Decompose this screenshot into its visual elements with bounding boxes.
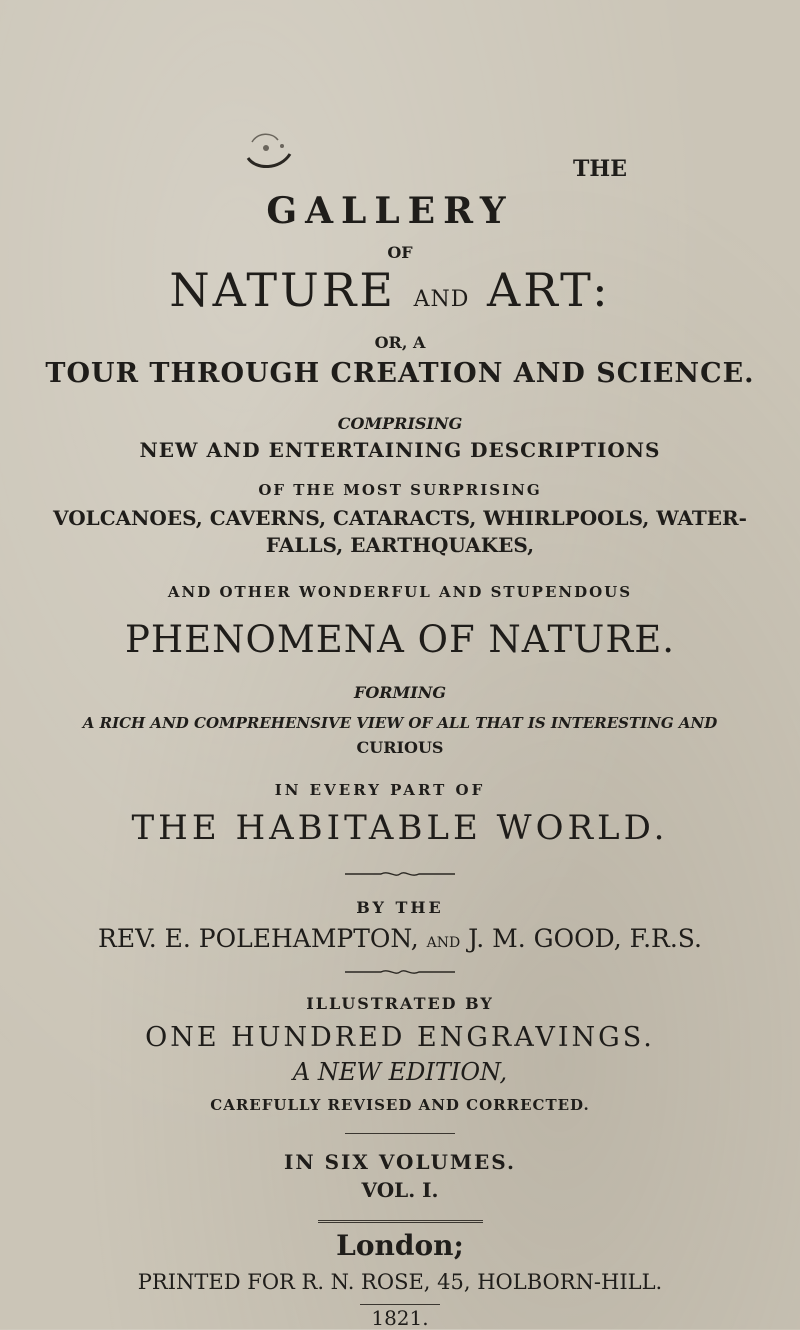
six-volumes: IN SIX VOLUMES.	[284, 1150, 516, 1174]
engravings: ONE HUNDRED ENGRAVINGS.	[145, 1022, 655, 1053]
by-the: BY THE	[356, 898, 444, 917]
new-edition: A NEW EDITION,	[292, 1058, 508, 1086]
title-art: ART:	[487, 263, 611, 317]
subtitle-volcanoes: VOLCANOES, CAVERNS, CATARACTS, WHIRLPOOLS, WATER-	[53, 506, 747, 530]
illustrated-by: ILLUSTRATED BY	[306, 994, 494, 1013]
imprint-london: London;	[336, 1229, 464, 1262]
subtitle-in-every-part: IN EVERY PART OF	[274, 781, 486, 799]
title-the: THE	[573, 156, 627, 182]
ornamental-rule-2	[345, 967, 455, 977]
subtitle-rich-view: A RICH AND COMPREHENSIVE VIEW OF ALL THAT IS INTERESTING AND	[82, 714, 718, 732]
short-rule	[360, 1304, 440, 1305]
subtitle-most-surprising: OF THE MOST SURPRISING	[258, 481, 542, 499]
volume-number: VOL. I.	[361, 1178, 439, 1202]
title-nature: NATURE	[169, 263, 396, 317]
subtitle-phenomena: PHENOMENA OF NATURE.	[125, 618, 675, 661]
subtitle-falls: FALLS, EARTHQUAKES,	[265, 533, 535, 557]
revised-corrected: CAREFULLY REVISED AND CORRECTED.	[210, 1096, 590, 1114]
subtitle-or-a: OR, A	[374, 333, 426, 352]
subtitle-comprising: COMPRISING	[337, 414, 463, 433]
title-nature-and-art	[0, 263, 790, 317]
authors-and: AND	[426, 935, 461, 951]
title-and: AND	[413, 287, 470, 312]
subtitle-tour: TOUR THROUGH CREATION AND SCIENCE.	[45, 358, 755, 389]
subtitle-habitable-world: THE HABITABLE WORLD.	[131, 808, 669, 848]
ornamental-rule-1	[345, 869, 455, 879]
authors-line	[0, 926, 800, 951]
subtitle-new-descriptions: NEW AND ENTERTAINING DESCRIPTIONS	[139, 438, 661, 462]
author-polehampton: REV. E. POLEHAMPTON,	[98, 924, 419, 953]
subtitle-curious: CURIOUS	[356, 738, 444, 757]
subtitle-forming: FORMING	[353, 683, 447, 702]
imprint-printed-for: PRINTED FOR R. N. ROSE, 45, HOLBORN-HILL.	[137, 1270, 663, 1294]
imprint-year: 1821.	[371, 1306, 429, 1330]
double-rule	[318, 1220, 483, 1223]
author-good: J. M. GOOD, F.R.S.	[468, 924, 702, 953]
subtitle-and-other: AND OTHER WONDERFUL AND STUPENDOUS	[167, 583, 633, 601]
title-gallery: GALLERY	[266, 190, 514, 232]
title-of: OF	[387, 243, 413, 262]
plain-rule	[345, 1133, 455, 1134]
